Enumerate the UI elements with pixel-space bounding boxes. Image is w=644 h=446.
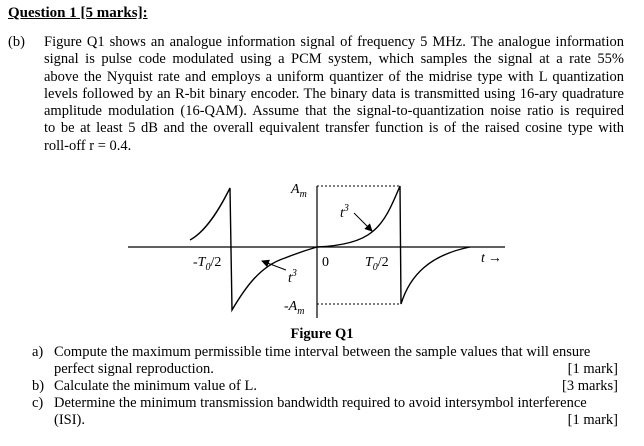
marks-label: [1 mark] — [567, 412, 618, 428]
question-label: c) — [32, 395, 44, 411]
marks-label: [3 marks] — [562, 378, 618, 394]
part-label: (b) — [8, 34, 25, 50]
question-line: (ISI). — [54, 412, 86, 428]
signal-waveform — [190, 186, 470, 310]
question-heading: Question 1 [5 marks]: — [8, 5, 148, 21]
question-line: perfect signal reproduction. — [54, 361, 214, 377]
question-label: a) — [32, 344, 44, 360]
paragraph-line: levels followed by an R-bit binary encoder. The binary data is transmitted using 16-ary quadrature — [44, 85, 624, 102]
am-bottom-label: $-A_m$ — [284, 299, 305, 317]
t3-top-label: $t^3$ — [340, 203, 349, 221]
question-line: Compute the maximum permissible time interval between the sample values that will ensure — [54, 344, 591, 360]
question-label: b) — [32, 378, 45, 394]
paragraph-line: to be at least 5 dB and the overall equivalent transfer function is of the raised cosine type with — [44, 120, 624, 137]
am-top-label: $A_m$ — [291, 182, 307, 200]
question-line: Calculate the minimum value of L. — [54, 378, 257, 394]
paragraph-line: roll-off r = 0.4. — [44, 137, 132, 154]
question-line: Determine the minimum transmission bandwidth required to avoid intersymbol interference — [54, 395, 587, 411]
question-a — [32, 344, 624, 378]
question-text — [54, 395, 624, 429]
paragraph-line: amplitude modulation (16-QAM). Assume that the signal-to-quantization noise ratio is required — [44, 103, 624, 120]
question-text — [54, 378, 624, 395]
paragraph-line: signal is pulse code modulated using a PCM system, which samples the signal at a rate 55% — [44, 51, 624, 68]
t3-bottom-label: $t^3$ — [288, 268, 297, 286]
question-c — [32, 395, 624, 429]
question-text — [54, 344, 624, 378]
time-axis-label: t → — [481, 251, 502, 266]
question-b — [32, 378, 624, 395]
zero-label: 0 — [322, 255, 329, 270]
neg-t0-label: $-T_0/2$ — [193, 255, 222, 273]
figure-caption: Figure Q1 — [290, 326, 354, 342]
pos-t0-label: $T_0/2$ — [365, 255, 389, 273]
paragraph-line: above the Nyquist rate and employs a uniform quantizer of the midrise type with L quantization — [44, 68, 624, 85]
paragraph-line: Figure Q1 shows an analogue information signal of frequency 5 MHz. The analogue information — [44, 34, 624, 50]
t3-top-arrow — [354, 213, 372, 231]
marks-label: [1 mark] — [567, 361, 618, 377]
